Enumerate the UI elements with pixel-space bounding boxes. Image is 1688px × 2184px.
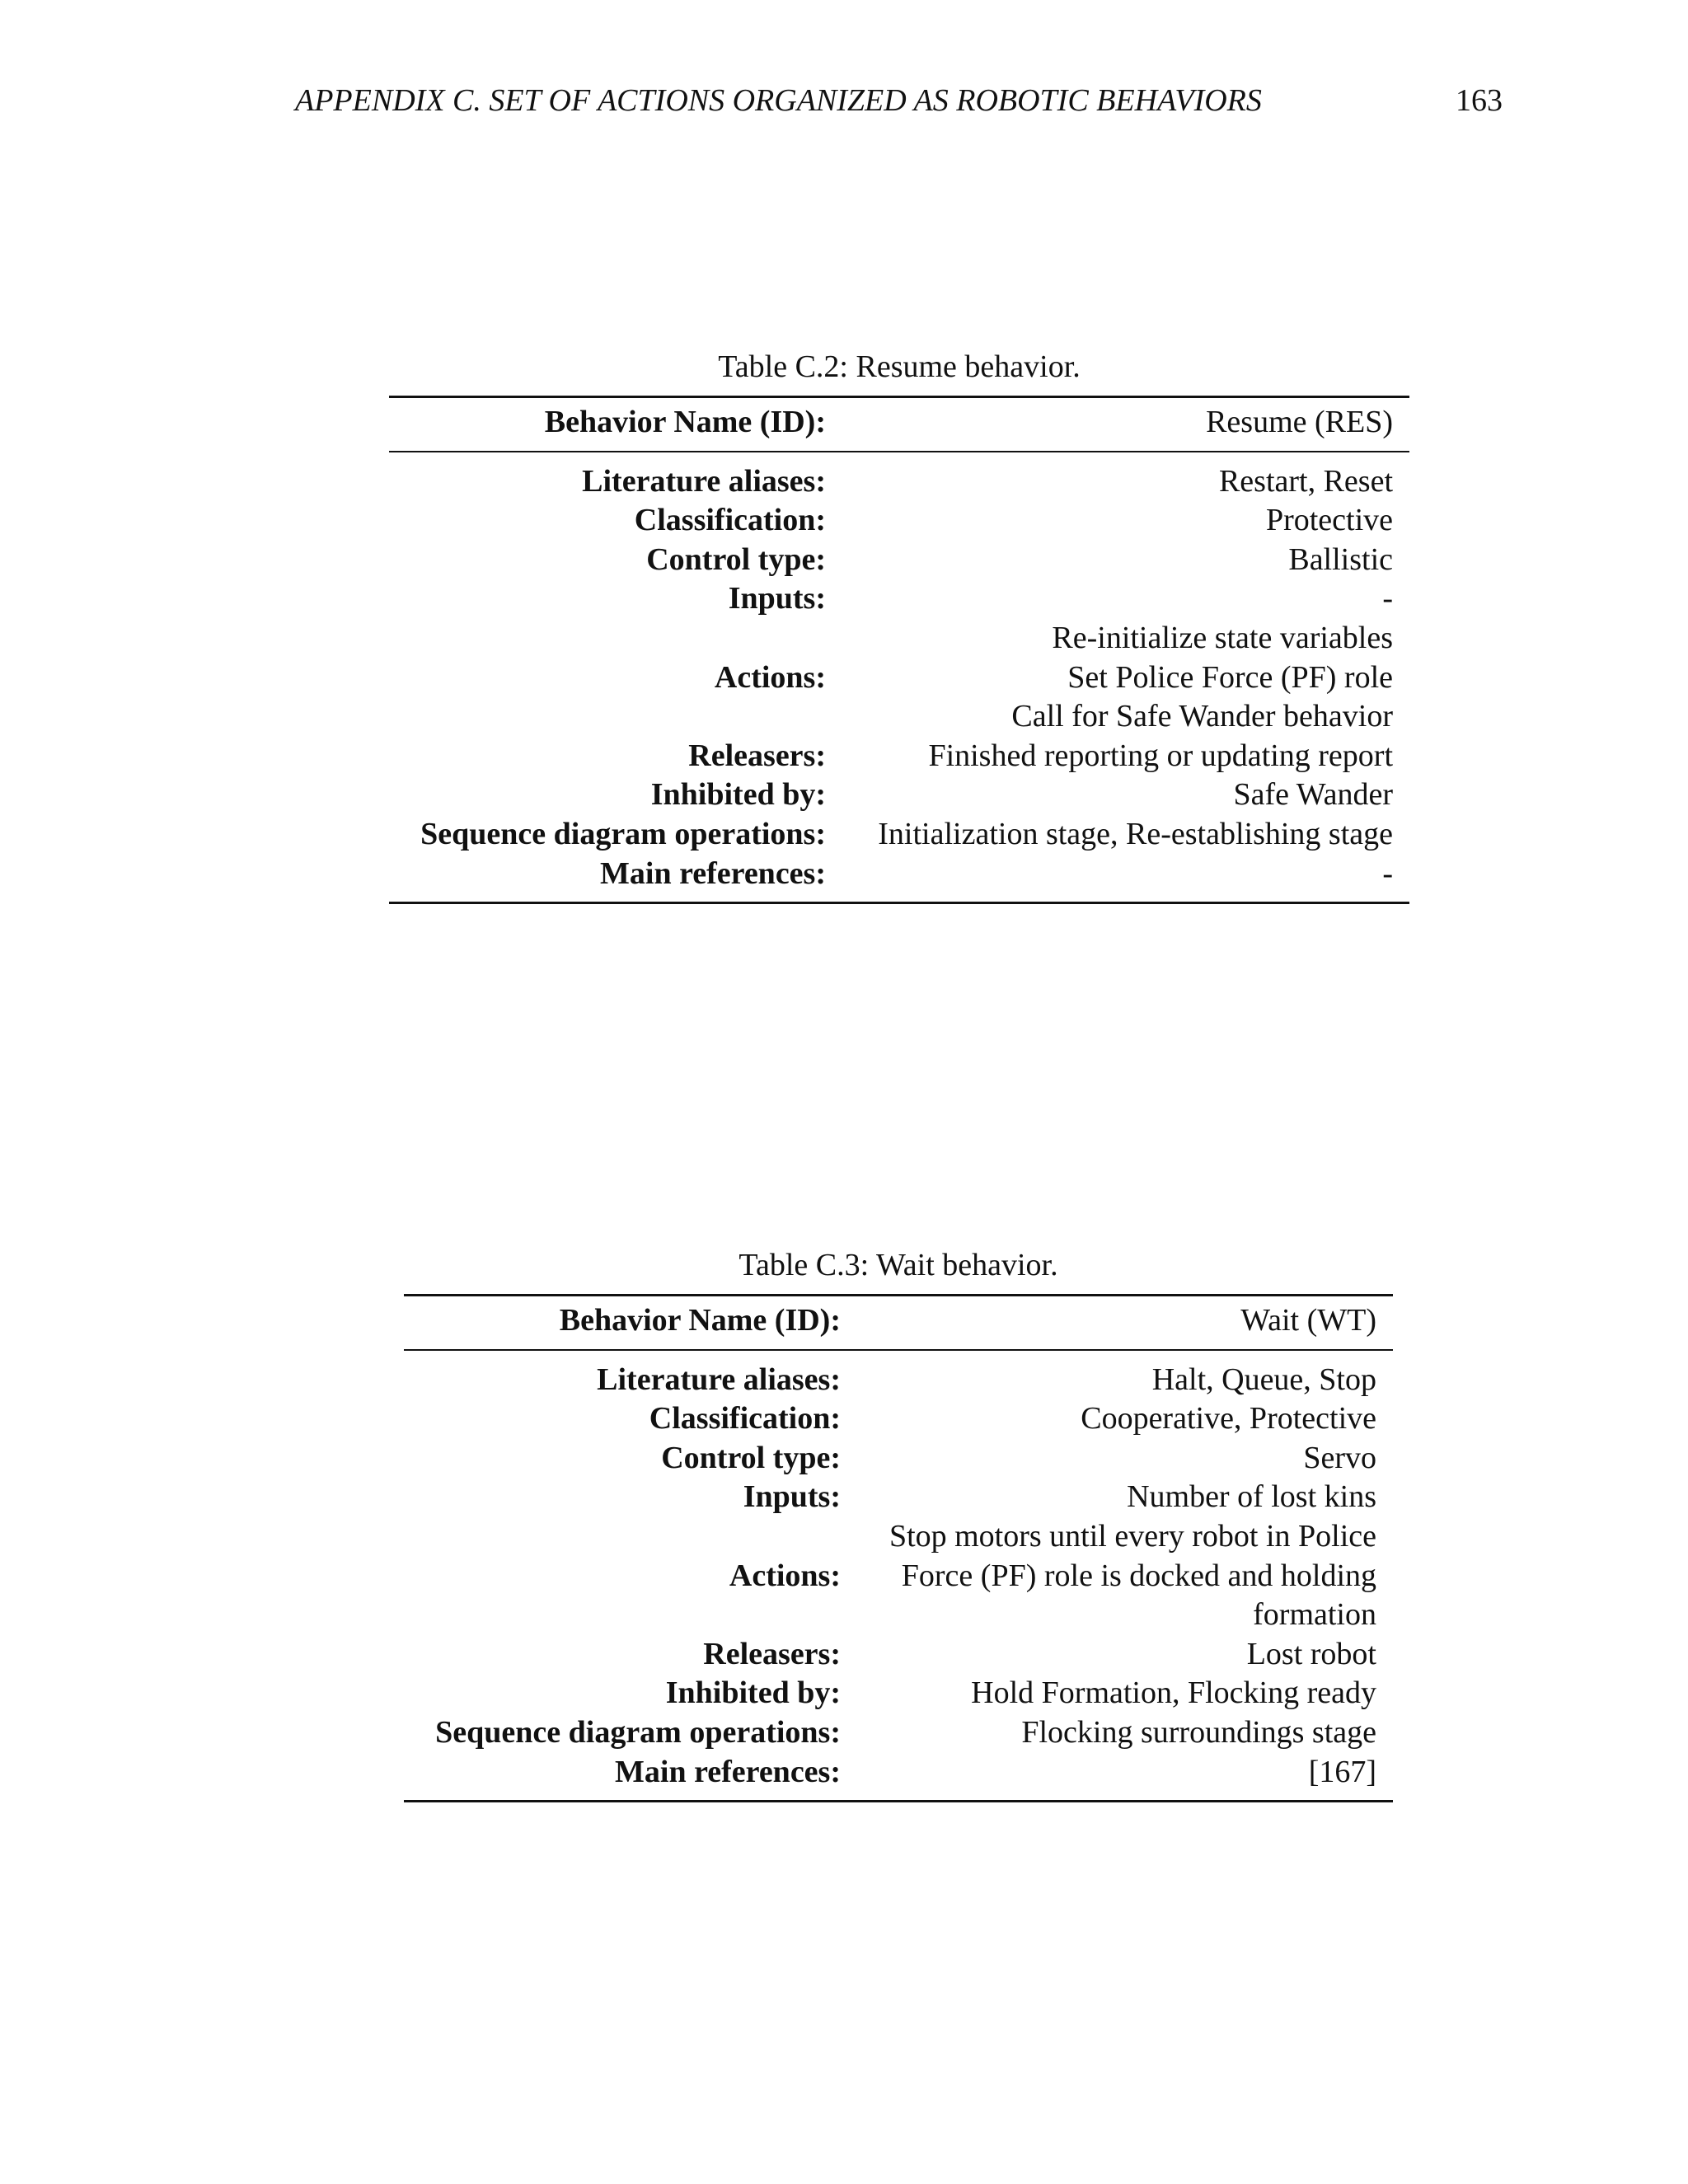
table-caption: Table C.3: Wait behavior. — [738, 1248, 1058, 1282]
table-row — [404, 1350, 1393, 1400]
table-row — [389, 815, 1409, 855]
row-label: Inputs: — [728, 581, 826, 616]
table-row — [404, 1635, 1393, 1675]
header-label: Behavior Name (ID): — [389, 397, 842, 452]
row-value: Hold Formation, Flocking ready — [971, 1675, 1376, 1711]
row-value-multiline — [857, 1517, 1393, 1635]
header-value: Wait (WT) — [857, 1296, 1393, 1350]
value-line: Call for Safe Wander behavior — [1011, 699, 1393, 734]
resume-behavior-table — [389, 396, 1409, 904]
row-value: Initialization stage, Re-establishing stage — [878, 816, 1393, 851]
table-row — [389, 619, 1409, 737]
row-label: Control type: — [646, 541, 826, 577]
row-label: Releasers: — [688, 738, 826, 773]
table-row — [404, 1713, 1393, 1753]
table-row — [404, 1517, 1393, 1635]
row-label: Classification: — [634, 503, 826, 538]
page-number: 163 — [1456, 83, 1503, 118]
table-row — [404, 1399, 1393, 1439]
row-value: Number of lost kins — [1127, 1479, 1376, 1515]
row-label: Actions: — [729, 1558, 841, 1593]
row-value: Flocking surroundings stage — [1021, 1714, 1376, 1750]
table-row — [404, 1674, 1393, 1713]
row-value: Protective — [1265, 503, 1393, 538]
row-value: [167] — [1308, 1754, 1376, 1789]
table-row — [389, 579, 1409, 619]
row-label: Literature aliases: — [582, 463, 826, 499]
table-row — [389, 452, 1409, 502]
wait-behavior-table — [404, 1294, 1393, 1802]
row-label: Classification: — [649, 1401, 841, 1436]
row-value-multiline — [842, 619, 1409, 737]
table-row — [389, 737, 1409, 776]
header-value: Resume (RES) — [842, 397, 1409, 452]
resume-behavior-table-block — [389, 346, 1409, 904]
row-label: Literature aliases: — [597, 1361, 841, 1397]
row-value: - — [1382, 855, 1393, 891]
table-row — [404, 1753, 1393, 1802]
row-value: Ballistic — [1288, 541, 1393, 577]
header-label: Behavior Name (ID): — [404, 1296, 857, 1350]
table-row — [389, 541, 1409, 580]
row-value: Finished reporting or updating report — [928, 738, 1393, 773]
row-label: Main references: — [615, 1754, 841, 1789]
row-value: - — [1382, 581, 1393, 616]
row-value: Restart, Reset — [1218, 463, 1393, 499]
row-label: Sequence diagram operations: — [435, 1714, 841, 1750]
row-label: Control type: — [661, 1440, 841, 1475]
table-row — [389, 855, 1409, 903]
table-header-row — [389, 397, 1409, 452]
row-label: Releasers: — [703, 1636, 841, 1671]
row-value: Servo — [1303, 1440, 1376, 1475]
value-line: Set Police Force (PF) role — [1067, 659, 1393, 695]
row-label: Inputs: — [743, 1479, 841, 1515]
table-row — [404, 1478, 1393, 1517]
row-value: Safe Wander — [1233, 777, 1393, 813]
table-row — [389, 501, 1409, 541]
value-line: formation — [1253, 1597, 1376, 1633]
running-header — [295, 79, 1503, 122]
row-label: Main references: — [600, 855, 826, 891]
row-label: Inhibited by: — [665, 1675, 841, 1711]
row-value: Halt, Queue, Stop — [1151, 1361, 1376, 1397]
row-value: Cooperative, Protective — [1081, 1401, 1376, 1436]
row-label: Sequence diagram operations: — [420, 816, 826, 851]
table-caption: Table C.2: Resume behavior. — [718, 349, 1081, 384]
wait-behavior-table-block — [404, 1244, 1393, 1802]
value-line: Stop motors until every robot in Police — [889, 1518, 1376, 1554]
table-row — [404, 1439, 1393, 1479]
running-title: APPENDIX C. SET OF ACTIONS ORGANIZED AS ROBOTIC BEHAVIORS — [295, 83, 1262, 118]
row-label: Actions: — [714, 659, 826, 695]
value-line: Re-initialize state variables — [1052, 620, 1393, 655]
table-row — [389, 776, 1409, 815]
value-line: Force (PF) role is docked and holding — [901, 1558, 1376, 1593]
row-label: Inhibited by: — [650, 777, 826, 813]
table-header-row — [404, 1296, 1393, 1350]
row-value: Lost robot — [1246, 1636, 1376, 1671]
